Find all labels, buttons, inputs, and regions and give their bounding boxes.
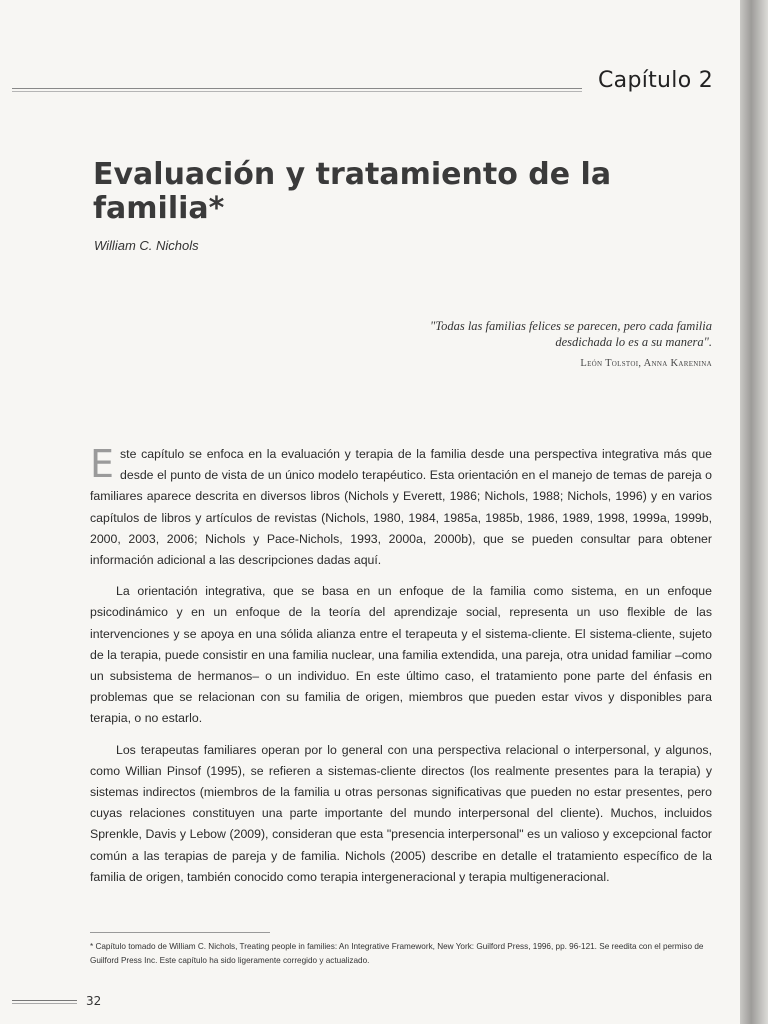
- footnote-rule: [90, 932, 270, 933]
- epigraph-source: León Tolstoi, Anna Karenina: [580, 358, 712, 369]
- body-text: [90, 444, 712, 898]
- drop-cap: E: [90, 442, 115, 486]
- header-rule: [12, 88, 582, 89]
- book-gutter: [740, 0, 768, 1024]
- paragraph-2: La orientación integrativa, que se basa en un enfoque de la familia como sistema, en un enfoque psicodinámico y en un enfoque de la teoría del aprendizaje social, representa un uso flexible de las intervenciones y se apoya en una sólida alianza entre el terapeuta y el sistema-cliente. El sistema-cliente, sujeto de la terapia, puede consistir en una familia nuclear, una familia extendida, una pareja, otra unidad familiar –como un subsistema de hermanos– o un individuo. En este último caso, el tratamiento pone parte del énfasis en problemas que se relacionan con su familia de origen, miembros que pueden estar vivos y disponibles para terapia, o no estarlo.: [90, 584, 712, 726]
- footer-rule: [12, 1000, 77, 1001]
- page-number: 32: [86, 994, 102, 1008]
- footnote: * Capítulo tomado de William C. Nichols, Treating people in families: An Integrative Framework, New York: Guilford Press, 1996, pp. 96-121. Se reedita con el permiso de Guilford Press Inc. Este capítulo ha sido ligeramente corregido y actualizado.: [90, 942, 704, 965]
- chapter-title: Evaluación y tratamiento de la familia*: [93, 157, 612, 226]
- paragraph-1: [90, 444, 712, 571]
- chapter-author: William C. Nichols: [94, 238, 199, 253]
- chapter-label: Capítulo 2: [598, 68, 714, 93]
- epigraph-quote: "Todas las familias felices se parecen, pero cada familia desdichada lo es a su manera".: [430, 319, 712, 349]
- paragraph-3: Los terapeutas familiares operan por lo general con una perspectiva relacional o interpersonal, y algunos, como Willian Pinsof (1995), se refieren a sistemas-cliente directos (los realmente presentes para la terapia) y sistemas indirectos (miembros de la familia u otras personas significativas que pueden no estar presentes, pero cuyas relaciones constituyen una parte importante del mundo interpersonal del cliente). Muchos, incluidos Sprenkle, Davis y Lebow (2009), consideran que esta "presencia interpersonal" es un valioso y excepcional factor común a las terapias de pareja y de familia. Nichols (2005) describe en detalle el tratamiento específico de la familia de origen, también conocido como terapia intergeneracional y terapia multigeneracional.: [90, 742, 712, 884]
- paragraph-1-text: ste capítulo se enfoca en la evaluación y terapia de la familia desde una perspectiva integrativa más que desde el punto de vista de un único modelo terapéutico. Esta orientación en el manejo de temas de pareja o familiares aparece descrita en diversos libros (Nichols y Everett, 1986; Nichols, 1988; Nichols, 1996) y en varios capítulos de libros y artículos de revistas (Nichols, 1980, 1984, 1985a, 1985b, 1986, 1989, 1998, 1999a, 1999b, 2000, 2003, 2006; Nichols y Pace-Nichols, 1993, 2000a, 2000b), que se pueden consultar para obtener información adicional a las descripciones dadas aquí.: [90, 447, 712, 568]
